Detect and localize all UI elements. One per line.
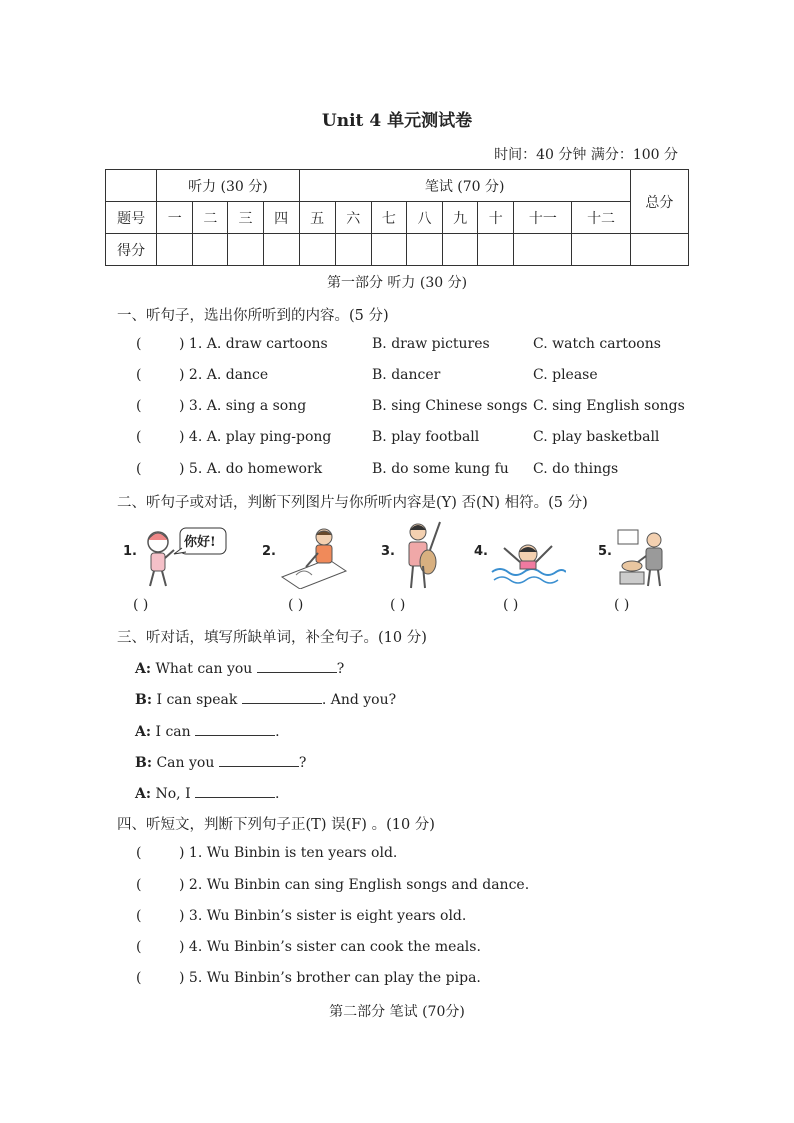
- score-cell[interactable]: [572, 234, 630, 266]
- picture-number: 3.: [381, 544, 395, 559]
- answer-paren[interactable]: ( ): [614, 597, 630, 613]
- score-cell[interactable]: [478, 234, 514, 266]
- score-cell[interactable]: [406, 234, 442, 266]
- speech-bubble-text: 你好!: [184, 535, 216, 550]
- score-cell[interactable]: [228, 234, 263, 266]
- line-text: I can: [155, 724, 191, 740]
- score-cell[interactable]: [263, 234, 299, 266]
- score-cell[interactable]: [299, 234, 335, 266]
- total-score-cell[interactable]: [630, 234, 688, 266]
- answer-paren[interactable]: ( ): [133, 597, 149, 613]
- line-text: Can you: [156, 755, 215, 771]
- q-number: 四: [263, 202, 299, 234]
- total-label: 总分: [630, 170, 688, 234]
- q4-item: ) 2. Wu Binbin can sing English songs and dance.: [179, 877, 530, 893]
- q-number: 七: [371, 202, 406, 234]
- q1-item-b: B. play football: [372, 429, 480, 445]
- answer-paren: (: [136, 845, 142, 861]
- score-cell[interactable]: [335, 234, 371, 266]
- q-number: 十二: [572, 202, 630, 234]
- q1-item-a: ) 4. A. play ping-pong: [179, 429, 332, 445]
- page-title: Unit 4 单元测试卷: [321, 111, 473, 131]
- line-end: ?: [336, 661, 345, 677]
- picture-number: 1.: [123, 544, 137, 559]
- q1-item-c: C. watch cartoons: [533, 336, 661, 352]
- row-label-number: 题号: [106, 202, 157, 234]
- line-text: What can you: [155, 661, 253, 677]
- q-number: 六: [335, 202, 371, 234]
- answer-paren: (: [136, 429, 142, 445]
- answer-paren: (: [136, 970, 142, 986]
- part1-header: 第一部分 听力 (30 分): [326, 275, 468, 291]
- line-end: ?: [298, 755, 307, 771]
- dialogue-line: [135, 783, 280, 802]
- q4-item: ) 5. Wu Binbin’s brother can play the pipa.: [179, 970, 481, 986]
- q4-item: ) 4. Wu Binbin’s sister can cook the meals.: [179, 939, 481, 955]
- q1-item-a: ) 1. A. draw cartoons: [179, 336, 328, 352]
- q1-header: 一、听句子，选出你所听到的内容。(5 分): [117, 308, 389, 324]
- answer-paren: (: [136, 939, 142, 955]
- score-cell[interactable]: [371, 234, 406, 266]
- score-table: [105, 169, 689, 266]
- fill-blank[interactable]: [242, 689, 322, 704]
- speaker-label: B:: [135, 692, 153, 708]
- score-cell[interactable]: [157, 234, 193, 266]
- answer-paren[interactable]: ( ): [288, 597, 304, 613]
- corner-cell: [106, 170, 157, 202]
- answer-paren: (: [136, 398, 142, 414]
- dialogue-line: [135, 752, 306, 771]
- line-text: I can speak: [156, 692, 238, 708]
- picture-number: 2.: [262, 544, 276, 559]
- q-number: 一: [157, 202, 193, 234]
- fill-blank[interactable]: [219, 752, 299, 767]
- q4-header: 四、听短文，判断下列句子正(T) 误(F) 。(10 分): [117, 817, 435, 833]
- exam-meta: 时间：40 分钟 满分：100 分: [494, 147, 678, 163]
- q1-item-b: B. dancer: [372, 367, 441, 383]
- listening-header: 听力 (30 分): [157, 170, 299, 202]
- dialogue-line: [135, 721, 280, 740]
- picture-number: 4.: [474, 544, 488, 559]
- fill-blank[interactable]: [195, 721, 275, 736]
- q4-item: ) 1. Wu Binbin is ten years old.: [179, 845, 398, 861]
- score-cell[interactable]: [514, 234, 572, 266]
- fill-blank[interactable]: [195, 783, 275, 798]
- q-number: 九: [443, 202, 478, 234]
- q1-item-a: ) 3. A. sing a song: [179, 398, 307, 414]
- q1-item-c: C. please: [533, 367, 598, 383]
- q4-item: ) 3. Wu Binbin’s sister is eight years old.: [179, 908, 467, 924]
- q-number: 三: [228, 202, 263, 234]
- dialogue-line: [135, 658, 344, 677]
- writing-header: 笔试 (70 分): [299, 170, 630, 202]
- q1-item-b: B. do some kung fu: [372, 461, 509, 477]
- score-cell[interactable]: [193, 234, 228, 266]
- boy-drawing-picture: [278, 525, 348, 589]
- speaker-label: A:: [135, 724, 152, 740]
- q1-item-b: B. sing Chinese songs: [372, 398, 528, 414]
- picture-number: 5.: [598, 544, 612, 559]
- q1-item-c: C. play basketball: [533, 429, 660, 445]
- speaker-label: A:: [135, 661, 152, 677]
- row-label-score: 得分: [106, 234, 157, 266]
- answer-paren: (: [136, 367, 142, 383]
- q-number: 十一: [514, 202, 572, 234]
- girl-pipa-picture: [400, 518, 448, 590]
- girl-swimming-picture: [490, 528, 566, 586]
- q1-item-c: C. do things: [533, 461, 619, 477]
- boy-cooking-picture: [614, 528, 672, 588]
- speaker-label: B:: [135, 755, 153, 771]
- answer-paren: (: [136, 461, 142, 477]
- answer-paren: (: [136, 908, 142, 924]
- q1-item-a: ) 2. A. dance: [179, 367, 269, 383]
- speaker-label: A:: [135, 786, 152, 802]
- answer-paren: (: [136, 877, 142, 893]
- q1-item-b: B. draw pictures: [372, 336, 490, 352]
- line-end: .: [275, 786, 280, 802]
- q-number: 十: [478, 202, 514, 234]
- q1-item-a: ) 5. A. do homework: [179, 461, 323, 477]
- q-number: 五: [299, 202, 335, 234]
- fill-blank[interactable]: [257, 658, 337, 673]
- score-cell[interactable]: [443, 234, 478, 266]
- q-number: 八: [406, 202, 442, 234]
- line-end: .: [275, 724, 280, 740]
- q-number: 二: [193, 202, 228, 234]
- q3-header: 三、听对话，填写所缺单词，补全句子。(10 分): [117, 630, 427, 646]
- line-end: . And you?: [321, 692, 397, 708]
- line-text: No, I: [155, 786, 191, 802]
- q1-item-c: C. sing English songs: [533, 398, 685, 414]
- answer-paren: (: [136, 336, 142, 352]
- q2-header: 二、听句子或对话，判断下列图片与你所听内容是(Y) 否(N) 相符。(5 分): [117, 495, 588, 511]
- part2-header: 第二部分 笔试 (70分): [329, 1004, 465, 1020]
- dialogue-line: [135, 689, 396, 708]
- answer-paren[interactable]: ( ): [503, 597, 519, 613]
- answer-paren[interactable]: ( ): [390, 597, 406, 613]
